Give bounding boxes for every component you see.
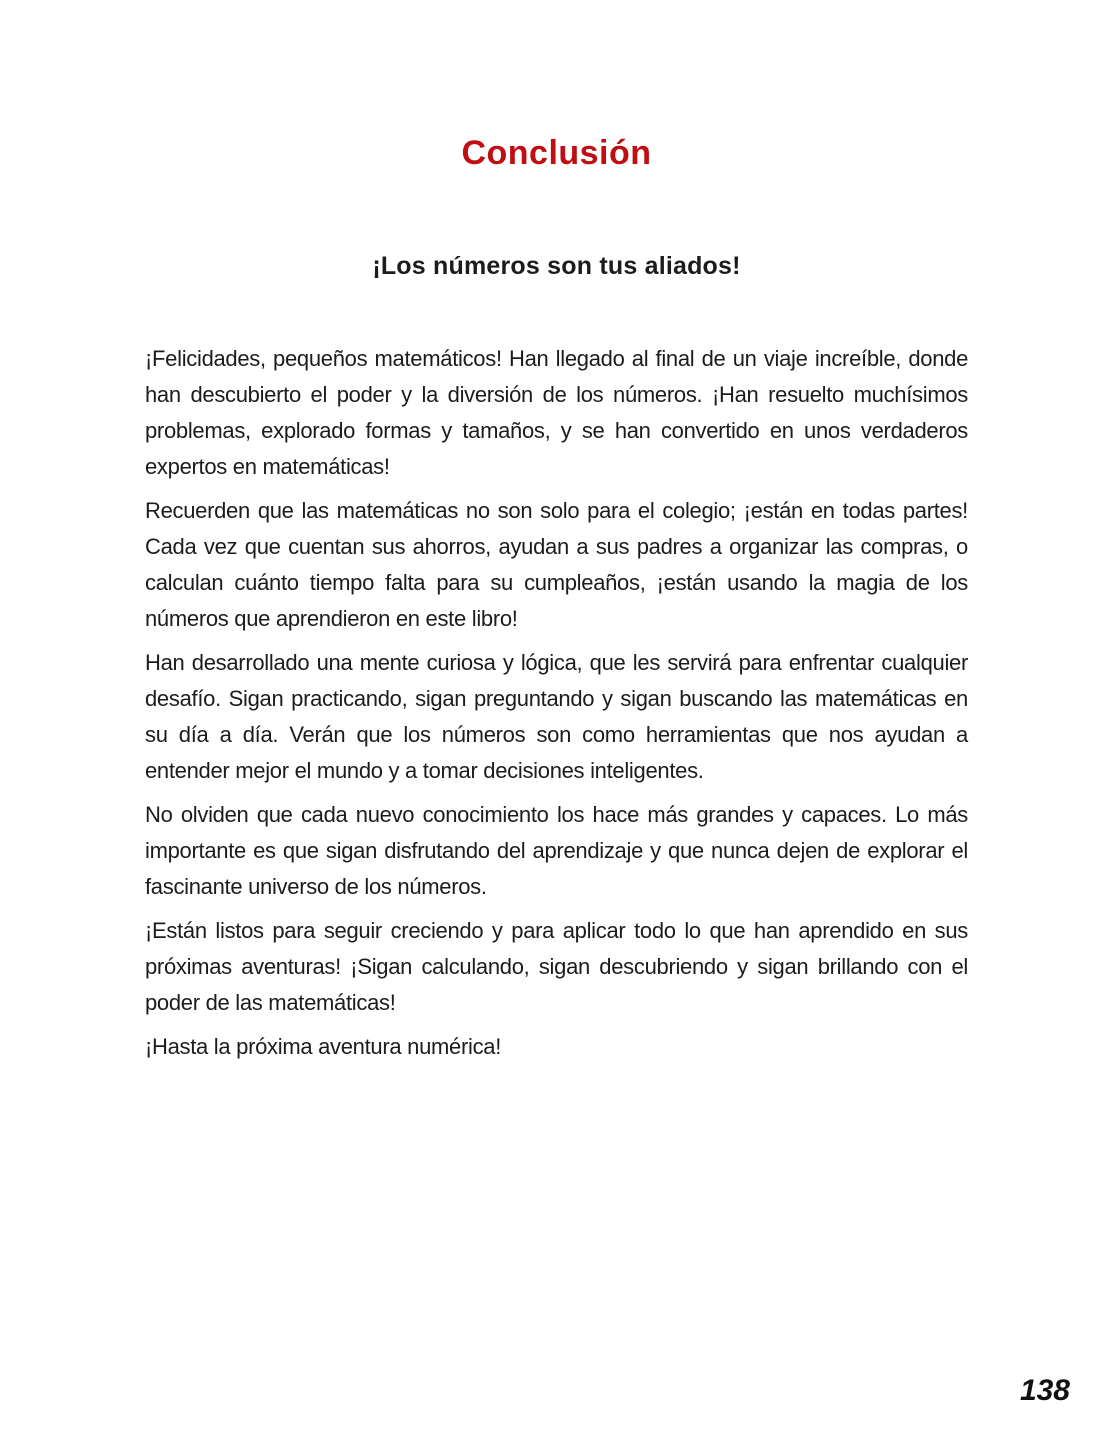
body-paragraph: No olviden que cada nuevo conocimiento los hace más grandes y capaces. Lo más importante es que sigan disfrutando del aprendizaje y que nunca dejen de explorar el fascinante universo de los números. (145, 802, 968, 899)
body-paragraph: Han desarrollado una mente curiosa y lógica, que les servirá para enfrentar cualquier desafío. Sigan practicando, sigan preguntando y sigan buscando las matemáticas en su día a día. Verán que los números son como herramientas que nos ayudan a entender mejor el mundo y a tomar decisiones inteligentes. (145, 650, 968, 783)
page-title: Conclusión (461, 134, 652, 172)
body-paragraph: Recuerden que las matemáticas no son solo para el colegio; ¡están en todas partes! Cada vez que cuentan sus ahorros, ayudan a sus padres a organizar las compras, o calculan cuánto tiempo falta para su cumpleaños, ¡están usando la magia de los números que aprendieron en este libro! (145, 498, 968, 631)
body-paragraph: ¡Están listos para seguir creciendo y para aplicar todo lo que han aprendido en sus próximas aventuras! ¡Sigan calculando, sigan descubriendo y sigan brillando con el poder de las matemáticas! (145, 918, 968, 1015)
page-number: 138 (1019, 1374, 1070, 1407)
body-text (145, 341, 968, 1073)
section-subtitle: ¡Los números son tus aliados! (372, 252, 741, 280)
body-paragraph: ¡Felicidades, pequeños matemáticos! Han llegado al final de un viaje increíble, donde han descubierto el poder y la diversión de los números. ¡Han resuelto muchísimos problemas, explorado formas y tamaños, y se han convertido en unos verdaderos expertos en matemáticas! (145, 346, 968, 479)
body-paragraph: ¡Hasta la próxima aventura numérica! (145, 1034, 502, 1059)
